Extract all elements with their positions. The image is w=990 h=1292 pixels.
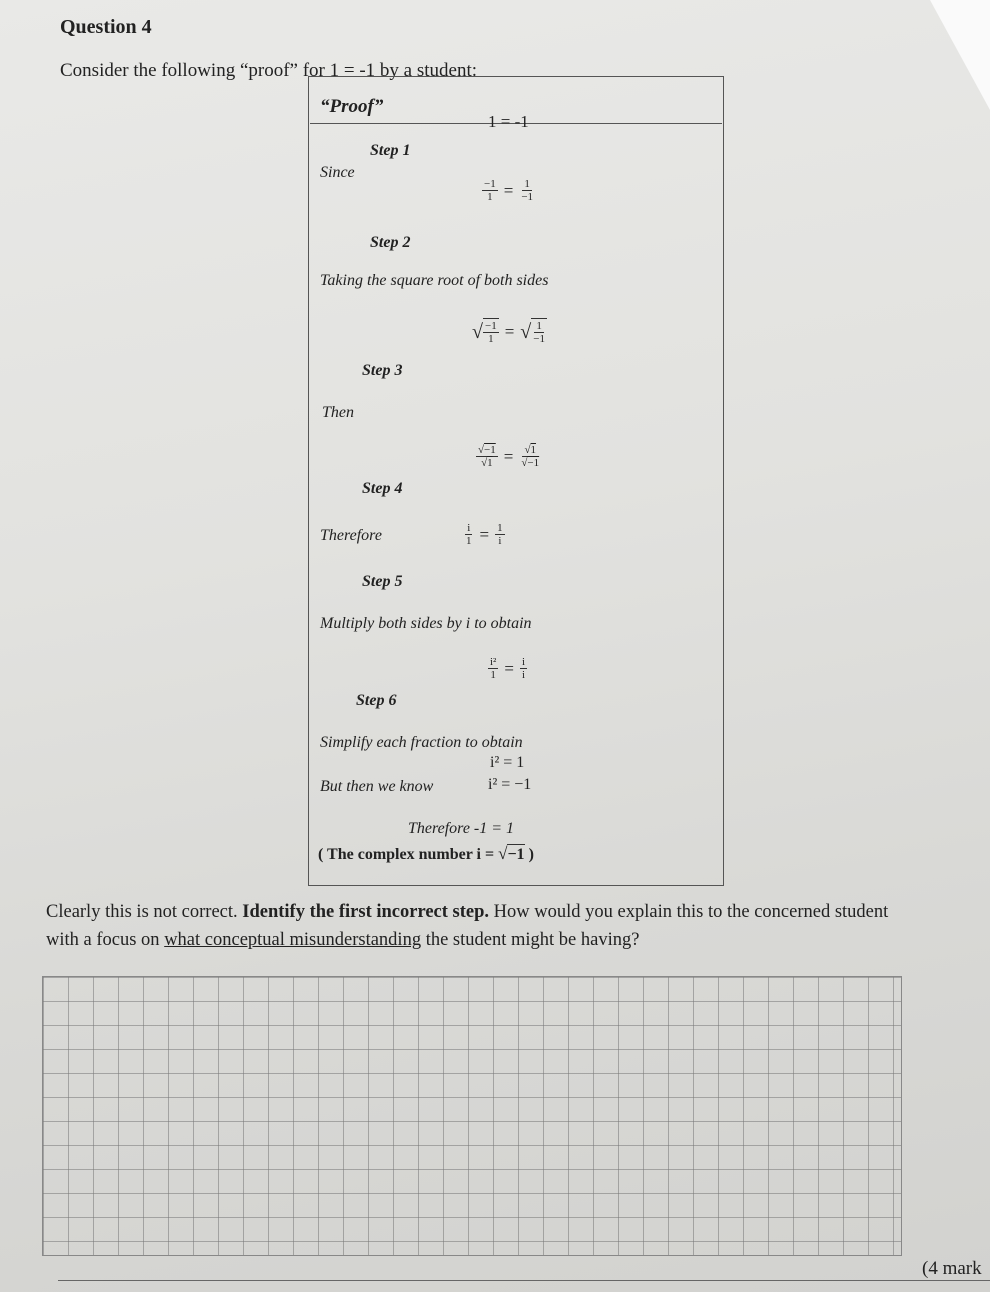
step3-label: Step 3 xyxy=(362,362,403,379)
question-intro: Consider the following “proof” for 1 = -1 by a student: xyxy=(60,60,478,81)
step4-rhs-fraction: $\frac{1}{i}$ xyxy=(497,522,503,547)
step2-equation: √ $\frac{-1}{1}$ = √ $\frac{1}{-1}$ xyxy=(472,320,545,345)
step5-lhs-fraction: $\frac{\text{i²}}{1}$ xyxy=(490,656,497,681)
question-underlined: what conceptual misunderstanding xyxy=(164,930,422,950)
step2-label: Step 2 xyxy=(370,234,411,251)
step4-lhs-fraction: $\frac{i}{1}$ xyxy=(466,522,472,547)
step5-text: Multiply both sides by i to obtain xyxy=(320,615,532,632)
step6-text: Simplify each fraction to obtain xyxy=(320,734,523,751)
step2-rhs-sqrt: √ $\frac{1}{-1}$ xyxy=(520,320,545,345)
step5-rhs-fraction: $\frac{i}{i}$ xyxy=(521,656,526,681)
step6-label: Step 6 xyxy=(356,692,397,709)
step5-equation: $\frac{\text{i²}}{1}$ = $\frac{i}{i}$ xyxy=(490,656,526,681)
step3-lhs-fraction: $\frac{√-1}{√1}$ xyxy=(478,444,496,469)
step1-text: Since xyxy=(320,164,355,181)
paper-corner xyxy=(930,0,990,110)
complex-number-note: ( The complex number i = √ −1 ) xyxy=(318,844,534,863)
proof-label: “Proof” xyxy=(320,96,384,117)
step5-label: Step 5 xyxy=(362,573,403,590)
step2-text: Taking the square root of both sides xyxy=(320,272,549,289)
step6-but-text: But then we know xyxy=(320,778,434,795)
question-emphasis: Identify the first incorrect step. xyxy=(242,902,490,922)
step3-equation: $\frac{√-1}{√1}$ = $\frac{√1}{√-1}$ xyxy=(478,444,540,469)
answer-grid[interactable] xyxy=(42,976,902,1256)
page-footer-rule xyxy=(58,1280,990,1281)
step4-label: Step 4 xyxy=(362,480,403,497)
step1-lhs-fraction: $\frac{-1}{1}$ xyxy=(484,178,496,203)
step1-rhs-fraction: $\frac{1}{-1}$ xyxy=(521,178,534,203)
step1-equation: $\frac{-1}{1}$ = $\frac{1}{-1}$ xyxy=(484,178,534,203)
question-title: Question 4 xyxy=(60,16,152,38)
question-prompt: Clearly this is not correct. Identify the first incorrect step. How would you explain this to the concerned student with a focus on what conceptual misunderstanding the student might be having? xyxy=(46,902,889,950)
step4-equation: $\frac{i}{1}$ = $\frac{1}{i}$ xyxy=(466,522,503,547)
step6-therefore: Therefore -1 = 1 xyxy=(408,820,515,837)
step1-label: Step 1 xyxy=(370,142,411,159)
marks-label: (4 mark xyxy=(922,1258,982,1279)
step4-text: Therefore xyxy=(320,527,382,544)
step6-eq2: i² = −1 xyxy=(488,776,532,793)
complex-sqrt: √ −1 xyxy=(498,844,525,863)
step6-eq1: i² = 1 xyxy=(490,754,525,771)
step2-lhs-sqrt: √ $\frac{-1}{1}$ xyxy=(472,320,497,345)
step3-rhs-fraction: $\frac{√1}{√-1}$ xyxy=(521,444,540,469)
step3-text: Then xyxy=(322,404,354,421)
proof-claim: 1 = -1 xyxy=(488,112,529,131)
